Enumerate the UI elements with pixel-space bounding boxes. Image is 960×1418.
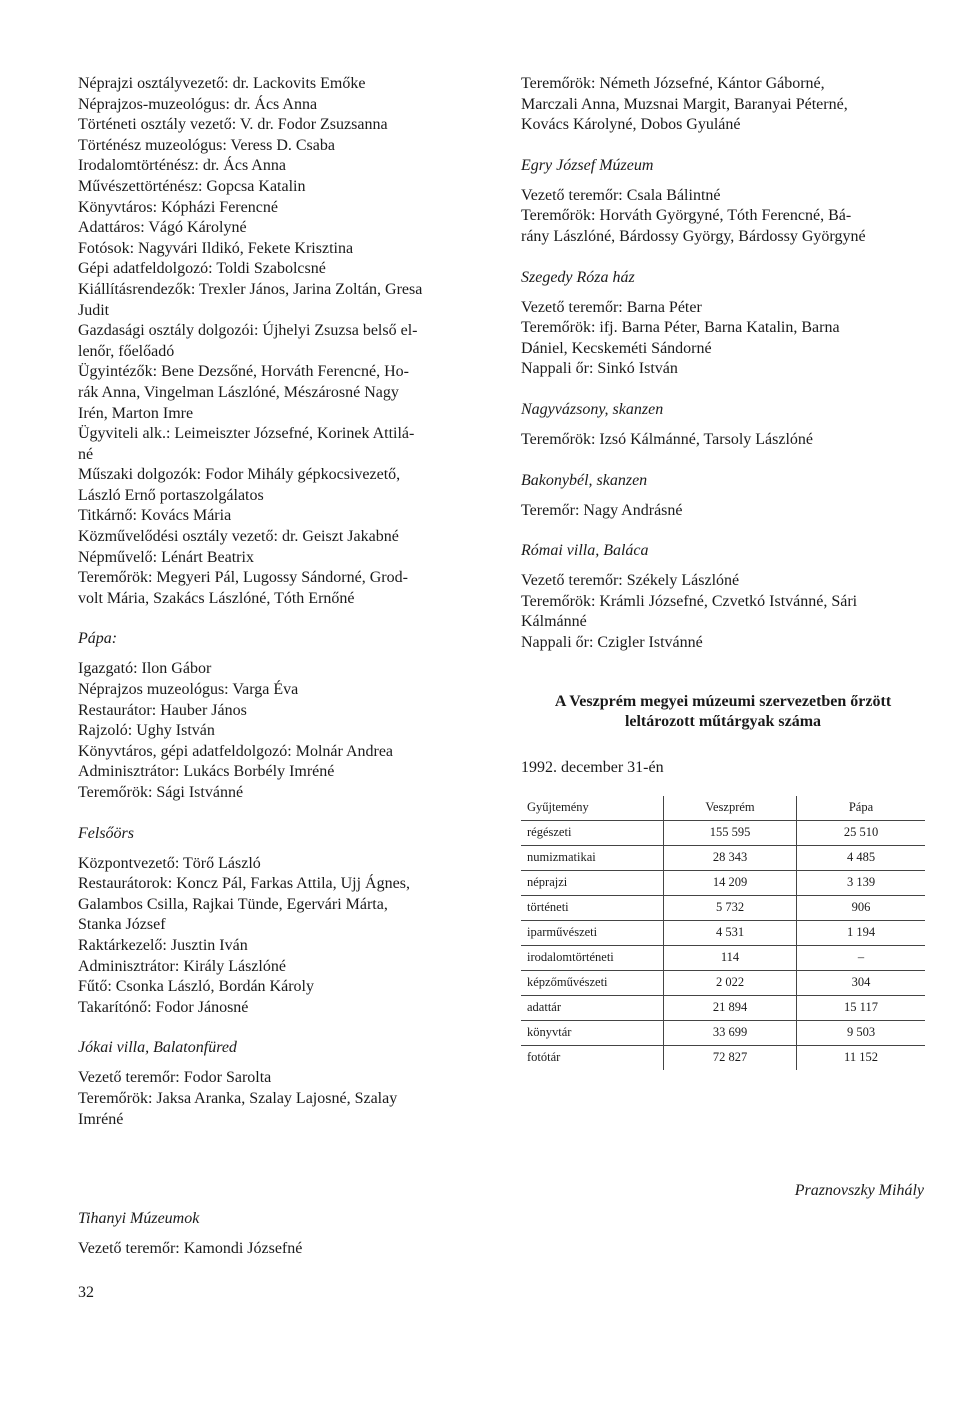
table-cell: 15 117 [797, 995, 926, 1020]
staff-line: né [78, 445, 94, 463]
staff-line: Marczali Anna, Muzsnai Margit, Baranyai Péterné, [521, 95, 848, 113]
left-column [78, 74, 480, 1130]
staff-line: Teremőrök: Krámli Józsefné, Czvetkó Istvánné, Sári [521, 592, 858, 610]
staff-line: Kálmánné [521, 613, 587, 631]
staff-line: Gazdasági osztály dolgozói: Újhelyi Zsuzsa belső el- [78, 322, 418, 340]
table-cell: 155 595 [664, 820, 797, 845]
section-heading: Pápa: [78, 630, 118, 648]
column-header: Gyűjtemény [521, 796, 664, 821]
staff-line: Teremőrök: Horváth Györgyné, Tóth Ferencné, Bá- [521, 207, 852, 225]
staff-line: Teremőrök: Sági Istvánné [78, 784, 244, 801]
staff-line: Közművelődési osztály vezető: dr. Geiszt Jakabné [78, 528, 399, 546]
section-gap [78, 609, 480, 629]
table-cell: iparművészeti [521, 920, 664, 945]
staff-line: Történész muzeológus: Veress D. Csaba [78, 136, 335, 154]
table-title-line: leltározott műtárgyak száma [624, 712, 822, 730]
table-title [521, 692, 925, 732]
table-cell: numizmatikai [521, 845, 664, 870]
table-cell: irodalomtörténeti [521, 945, 664, 970]
staff-line: Irodalomtörténész: dr. Ács Anna [78, 157, 286, 175]
staff-line: Központvezető: Törő László [78, 854, 261, 872]
staff-line: rák Anna, Vingelman Lászlóné, Mészárosné Nagy [78, 383, 399, 401]
section-heading: Tihanyi Múzeumok [78, 1210, 200, 1227]
staff-line: Néprajzi osztályvezető: dr. Lackovits Emőke [78, 75, 366, 92]
staff-line: Ügyviteli alk.: Leimeiszter Józsefné, Korinek Attilá- [78, 425, 415, 443]
staff-line: Titkárnő: Kovács Mária [78, 507, 232, 525]
staff-line: Nappali őr: Czigler Istvánné [521, 633, 703, 651]
column-header: Pápa [797, 796, 926, 821]
staff-line: Vezető teremőr: Csala Bálintné [521, 186, 721, 204]
section-tihany [78, 1209, 480, 1260]
staff-line: Néprajzos-muzeológus: dr. Ács Anna [78, 95, 318, 113]
staff-line: Kovács Károlyné, Dobos Gyuláné [521, 116, 741, 134]
staff-line: Ügyintézők: Bene Dezsőné, Horváth Ferencné, Ho- [78, 363, 409, 381]
table-cell: képzőművészeti [521, 970, 664, 995]
staff-line: Rajzoló: Ughy István [78, 722, 215, 740]
staff-line: rány Lászlóné, Bárdossy György, Bárdossy Györgyné [521, 227, 866, 245]
staff-line: Vezető teremőr: Kamondi Józsefné [78, 1240, 303, 1257]
staff-line: Restaurátor: Hauber János [78, 701, 247, 719]
section-nagyvazsony [521, 400, 925, 451]
table-cell: 304 [797, 970, 926, 995]
section-gap [521, 380, 925, 400]
table-title-line: A Veszprém megyei múzeumi szervezetben őrzött [554, 692, 892, 710]
table-row [521, 1045, 925, 1070]
table-cell: 11 152 [844, 1050, 878, 1064]
table-cell: néprajzi [521, 870, 664, 895]
staff-line: Népművelő: Lénárt Beatrix [78, 548, 254, 566]
staff-line: Judit [78, 301, 110, 319]
section-gap [78, 804, 480, 824]
section-gap [78, 1018, 480, 1038]
table-cell: 25 510 [797, 820, 926, 845]
staff-line: Teremőrök: Németh Józsefné, Kántor Gáborné, [521, 75, 825, 92]
staff-line: Galambos Csilla, Rajkai Tünde, Egervári Márta, [78, 895, 388, 913]
section-heading: Nagyvázsony, skanzen [521, 400, 664, 418]
staff-line: Adminisztrátor: Lukács Borbély Imréné [78, 763, 335, 781]
staff-line: Kiállításrendezők: Trexler János, Jarina Zoltán, Gresa [78, 280, 423, 298]
staff-line: Teremőrök: Jaksa Aranka, Szalay Lajosné, Szalay [78, 1089, 398, 1107]
inventory-table [521, 796, 925, 1070]
staff-line: Történeti osztály vezető: V. dr. Fodor Zsuzsanna [78, 116, 388, 134]
table-cell: 4 485 [797, 845, 926, 870]
staff-line: Teremőrök: ifj. Barna Péter, Barna Katalin, Barna [521, 319, 840, 337]
staff-line: Restaurátorok: Koncz Pál, Farkas Attila, Ujj Ágnes, [78, 875, 410, 893]
section-heading: Szegedy Róza ház [521, 268, 635, 286]
table-cell: adattár [521, 995, 664, 1020]
staff-line: Teremőrök: Izsó Kálmánné, Tarsoly Lászlóné [521, 430, 814, 448]
table-cell: 2 022 [664, 970, 797, 995]
table-cell: 906 [797, 895, 926, 920]
section-gap [521, 248, 925, 268]
staff-line: lenőr, főelőadó [78, 342, 175, 360]
table-row [521, 1020, 925, 1045]
section-heading: Felsőörs [78, 824, 134, 842]
table-cell: 14 209 [664, 870, 797, 895]
table-cell: 5 732 [664, 895, 797, 920]
staff-line: Takarítónő: Fodor Jánosné [78, 998, 249, 1016]
staff-line: Dániel, Kecskeméti Sándorné [521, 339, 712, 357]
staff-line: Adattáros: Vágó Károlyné [78, 219, 247, 237]
staff-line: Imréné [78, 1110, 124, 1128]
table-cell: 9 503 [797, 1020, 926, 1045]
staff-line: Vezető teremőr: Barna Péter [521, 298, 702, 316]
staff-line: Fotósok: Nagyvári Ildikó, Fekete Krisztina [78, 239, 354, 257]
staff-line: Néprajzos muzeológus: Varga Éva [78, 681, 299, 699]
staff-line: Stanka József [78, 916, 166, 934]
page-number: 32 [78, 1284, 94, 1301]
table-row [521, 945, 925, 970]
table-cell: 114 [664, 945, 797, 970]
table-row [521, 845, 925, 870]
staff-line: Teremőr: Nagy Andrásné [521, 501, 683, 519]
staff-line: Műszaki dolgozók: Fodor Mihály gépkocsivezető, [78, 466, 401, 484]
staff-line: Raktárkezelő: Jusztin Iván [78, 936, 248, 954]
column-header: Veszprém [664, 796, 797, 821]
staff-line: Fűtő: Csonka László, Bordán Károly [78, 978, 314, 996]
staff-line: Vezető teremőr: Fodor Sarolta [78, 1069, 272, 1087]
staff-line: Gépi adatfeldolgozó: Toldi Szabolcsné [78, 260, 326, 278]
section-balaca [521, 541, 925, 653]
table-row [521, 870, 925, 895]
staff-line: volt Mária, Szakács Lászlóné, Tóth Ernőné [78, 589, 355, 607]
table-header-row [521, 796, 925, 821]
table-cell: 3 139 [797, 870, 926, 895]
section-heading: Bakonybél, skanzen [521, 471, 648, 489]
section-heading: Jókai villa, Balatonfüred [78, 1039, 237, 1057]
table-row [521, 970, 925, 995]
table-row [521, 895, 925, 920]
staff-line: Vezető teremőr: Székely Lászlóné [521, 572, 740, 590]
table-cell: 1 194 [797, 920, 926, 945]
staff-line: Művészettörténész: Gopcsa Katalin [78, 177, 306, 195]
intro-list [521, 74, 925, 136]
staff-list [78, 74, 480, 609]
section-gap [521, 521, 925, 541]
staff-line: Könyvtáros: Kópházi Ferencné [78, 198, 278, 216]
staff-line: Adminisztrátor: Király Lászlóné [78, 957, 286, 975]
section-papa [78, 629, 480, 803]
table-cell: 72 827 [664, 1045, 797, 1070]
table-cell: régészeti [521, 820, 664, 845]
section-egry [521, 156, 925, 248]
section-bakonybel [521, 471, 925, 522]
table-date: 1992. december 31-én [521, 758, 664, 776]
section-heading: Római villa, Baláca [521, 542, 649, 560]
staff-line: Teremőrök: Megyeri Pál, Lugossy Sándorné, Grod- [78, 569, 408, 587]
table-cell: történeti [521, 895, 664, 920]
section-szegedy [521, 268, 925, 380]
table-cell: 4 531 [664, 920, 797, 945]
table-cell: – [797, 945, 926, 970]
author-signature: Praznovszky Mihály [794, 1182, 924, 1199]
section-jokai [78, 1038, 480, 1130]
section-gap [521, 451, 925, 471]
staff-line: Nappali őr: Sinkó István [521, 360, 678, 378]
right-column [521, 74, 925, 1070]
table-cell: 21 894 [664, 995, 797, 1020]
staff-line: Igazgató: Ilon Gábor [78, 660, 212, 678]
staff-line: Könyvtáros, gépi adatfeldolgozó: Molnár Andrea [78, 742, 394, 760]
section-heading: Egry József Múzeum [521, 156, 654, 174]
section-felsoors [78, 824, 480, 1019]
section-gap [521, 136, 925, 156]
staff-line: László Ernő portaszolgálatos [78, 486, 264, 504]
table-row [521, 820, 925, 845]
table-cell: 33 699 [664, 1020, 797, 1045]
section-gap [521, 654, 925, 688]
table-cell: fotótár [521, 1045, 664, 1070]
table-row [521, 920, 925, 945]
table-cell: 28 343 [664, 845, 797, 870]
staff-line: Irén, Marton Imre [78, 404, 194, 422]
table-cell: könyvtár [521, 1020, 664, 1045]
table-row [521, 995, 925, 1020]
